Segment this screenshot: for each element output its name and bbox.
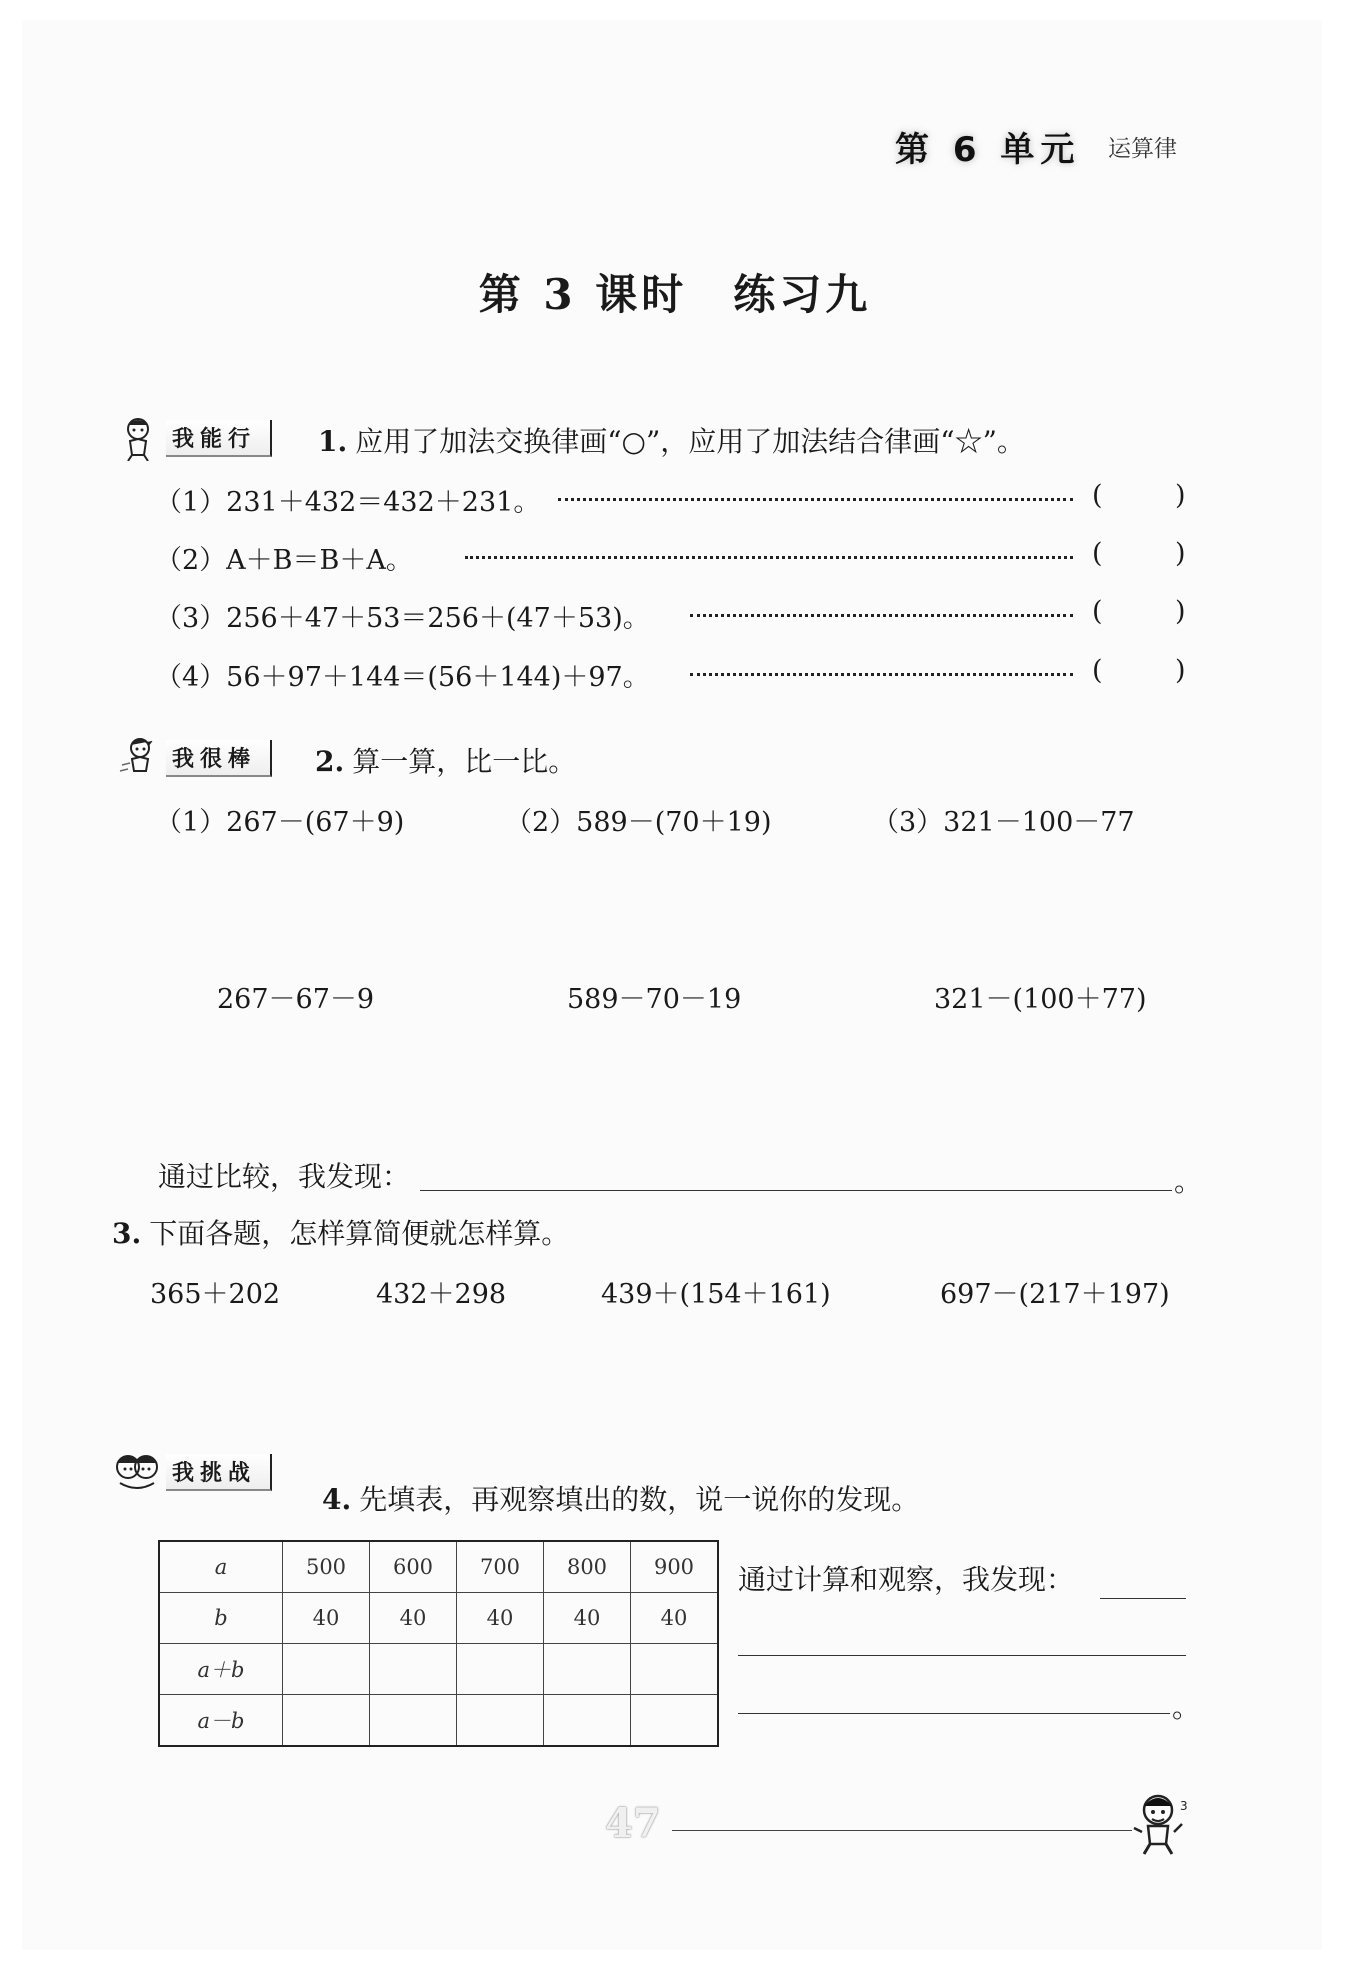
answer-paren-close: ) bbox=[1175, 596, 1186, 627]
expr-2-2b: 589－70－19 bbox=[567, 984, 742, 1015]
conclusion-2-label: 通过比较，我发现： bbox=[158, 1160, 411, 1193]
item-1-3: （3）256＋47＋53＝256＋(47＋53)。 bbox=[155, 603, 650, 634]
expr-2-3b: 321－(100＋77) bbox=[934, 984, 1147, 1015]
answer-paren-close: ) bbox=[1175, 538, 1186, 569]
answer-paren-close: ) bbox=[1175, 655, 1186, 686]
question-number: 3. bbox=[112, 1217, 142, 1250]
dotted-leader bbox=[690, 614, 1073, 617]
answer-blank[interactable] bbox=[1112, 594, 1172, 626]
table-cell-blank[interactable] bbox=[283, 1644, 370, 1695]
table-cell: 40 bbox=[544, 1593, 631, 1644]
conclusion-2-end: 。 bbox=[1174, 1165, 1203, 1198]
question-prompt: 算一算，比一比。 bbox=[352, 745, 577, 778]
badge-wo-tiao-zhan bbox=[112, 1452, 272, 1492]
row-header: a bbox=[159, 1541, 283, 1593]
observe-end: 。 bbox=[1172, 1691, 1201, 1724]
table-cell-blank[interactable] bbox=[457, 1644, 544, 1695]
dotted-leader bbox=[465, 556, 1073, 559]
row-header: a－b bbox=[159, 1695, 283, 1747]
table-row bbox=[159, 1644, 718, 1695]
question-prompt: 下面各题，怎样算简便就怎样算。 bbox=[149, 1217, 570, 1250]
table-cell-blank[interactable] bbox=[544, 1695, 631, 1747]
question-number: 1. bbox=[318, 425, 348, 458]
answer-paren-open: ( bbox=[1092, 480, 1103, 511]
footer-rule bbox=[672, 1830, 1132, 1831]
dotted-leader bbox=[558, 498, 1073, 501]
answer-line[interactable] bbox=[738, 1655, 1186, 1656]
table-cell: 900 bbox=[631, 1541, 719, 1593]
badge-label: 我能行 bbox=[166, 420, 272, 457]
question-3 bbox=[112, 1212, 569, 1252]
table-cell: 600 bbox=[370, 1541, 457, 1593]
expr-3-4: 697－(217＋197) bbox=[940, 1279, 1170, 1310]
row-header: b bbox=[159, 1593, 283, 1644]
question-prompt: 应用了加法交换律画“○”，应用了加法结合律画“☆”。 bbox=[355, 425, 1025, 458]
question-number: 2. bbox=[315, 745, 345, 778]
table-cell: 700 bbox=[457, 1541, 544, 1593]
expr-3-1: 365＋202 bbox=[150, 1279, 281, 1310]
badge-label: 我很棒 bbox=[166, 740, 272, 777]
answer-blank[interactable] bbox=[1112, 478, 1172, 510]
row-header: a＋b bbox=[159, 1644, 283, 1695]
answer-paren-open: ( bbox=[1092, 655, 1103, 686]
lesson-title: 第 3 课时 练习九 bbox=[478, 270, 872, 319]
answer-blank[interactable] bbox=[1112, 653, 1172, 685]
table-cell: 40 bbox=[457, 1593, 544, 1644]
table-cell: 500 bbox=[283, 1541, 370, 1593]
mascot-girl-icon bbox=[118, 735, 162, 781]
expr-2-3a: （3）321－100－77 bbox=[872, 807, 1135, 838]
table-row bbox=[159, 1695, 718, 1747]
unit-title: 第 6 单元 bbox=[895, 130, 1081, 170]
answer-line[interactable] bbox=[420, 1190, 1172, 1191]
observe-label: 通过计算和观察，我发现： bbox=[738, 1563, 1075, 1596]
badge-label: 我挑战 bbox=[166, 1454, 272, 1491]
answer-paren-open: ( bbox=[1092, 596, 1103, 627]
item-1-2: （2）A＋B＝B＋A。 bbox=[155, 545, 413, 576]
table-cell-blank[interactable] bbox=[283, 1695, 370, 1747]
table-cell-blank[interactable] bbox=[631, 1644, 719, 1695]
badge-wo-neng-xing bbox=[118, 418, 272, 458]
svg-text:3: 3 bbox=[1180, 1799, 1188, 1813]
question-4 bbox=[322, 1478, 919, 1518]
answer-line[interactable] bbox=[738, 1713, 1170, 1714]
mascot-girl-icon bbox=[118, 415, 162, 461]
table-cell-blank[interactable] bbox=[370, 1644, 457, 1695]
table-cell: 40 bbox=[283, 1593, 370, 1644]
expr-2-2a: （2）589－(70＋19) bbox=[505, 807, 772, 838]
question-2 bbox=[315, 740, 576, 780]
table-cell-blank[interactable] bbox=[544, 1644, 631, 1695]
expr-2-1a: （1）267－(67＋9) bbox=[155, 807, 405, 838]
unit-subtitle: 运算律 bbox=[1108, 136, 1177, 162]
table-cell: 40 bbox=[631, 1593, 719, 1644]
fill-table bbox=[158, 1540, 719, 1747]
dotted-leader bbox=[690, 673, 1073, 676]
expr-2-1b: 267－67－9 bbox=[217, 984, 375, 1015]
table-cell: 40 bbox=[370, 1593, 457, 1644]
question-number: 4. bbox=[322, 1483, 352, 1516]
table-cell-blank[interactable] bbox=[370, 1695, 457, 1747]
question-1 bbox=[318, 420, 1025, 460]
question-prompt: 先填表，再观察填出的数，说一说你的发现。 bbox=[359, 1483, 920, 1516]
answer-blank[interactable] bbox=[1112, 536, 1172, 568]
page-number: 47 bbox=[605, 1800, 661, 1847]
expr-3-3: 439＋(154＋161) bbox=[601, 1279, 831, 1310]
table-cell: 800 bbox=[544, 1541, 631, 1593]
table-cell-blank[interactable] bbox=[457, 1695, 544, 1747]
expr-3-2: 432＋298 bbox=[376, 1279, 507, 1310]
item-1-4: （4）56＋97＋144＝(56＋144)＋97。 bbox=[155, 662, 650, 693]
table-row bbox=[159, 1593, 718, 1644]
mascot-kids-icon bbox=[112, 1449, 162, 1495]
answer-line[interactable] bbox=[1100, 1598, 1186, 1599]
answer-paren-open: ( bbox=[1092, 538, 1103, 569]
item-1-1: （1）231＋432＝432＋231。 bbox=[155, 487, 541, 518]
table-row bbox=[159, 1541, 718, 1593]
table-cell-blank[interactable] bbox=[631, 1695, 719, 1747]
mascot-boy-icon bbox=[1128, 1788, 1188, 1858]
answer-paren-close: ) bbox=[1175, 480, 1186, 511]
badge-wo-hen-bang bbox=[118, 738, 272, 778]
